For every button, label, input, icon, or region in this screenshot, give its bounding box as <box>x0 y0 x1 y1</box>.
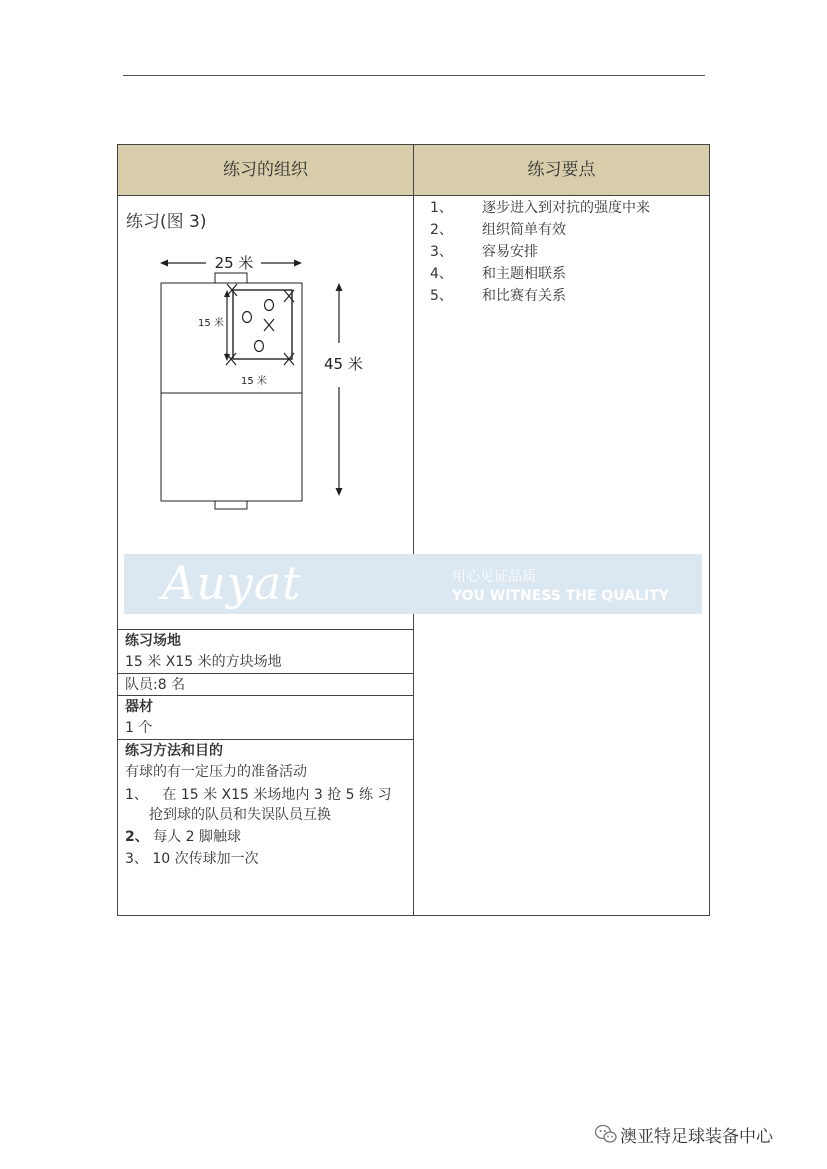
method-step <box>125 785 391 805</box>
method-step-continuation: 抢到球的队员和失误队员互换 <box>149 807 331 823</box>
top-rule <box>123 75 705 76</box>
point-text: 和主题相联系 <box>482 266 566 282</box>
point-text: 容易安排 <box>482 244 538 260</box>
side-label: 15 米 <box>198 318 224 329</box>
step-text: 每人 2 脚触球 <box>153 829 242 845</box>
point-text: 逐步进入到对抗的强度中来 <box>482 200 650 216</box>
bottom-label: 15 米 <box>241 376 267 387</box>
equipment-label: 器材 <box>125 699 153 715</box>
method-label: 练习方法和目的 <box>125 743 223 759</box>
side-arrow <box>224 290 230 361</box>
drill-table <box>117 144 710 916</box>
header-key-points: 练习要点 <box>527 160 596 180</box>
players-text: 队员:8 名 <box>125 677 186 693</box>
goal-bottom <box>215 501 247 509</box>
method-step <box>125 849 259 869</box>
o-mark-icon <box>255 341 264 352</box>
venue-label: 练习场地 <box>125 633 181 649</box>
watermark-banner <box>124 554 702 614</box>
point-number: 1、 <box>430 200 453 216</box>
column-divider <box>413 145 414 915</box>
step-number: 1、 <box>125 787 148 803</box>
point-number: 3、 <box>430 244 453 260</box>
wechat-icon <box>594 1123 618 1145</box>
step-text: 在 15 米 X15 米场地内 3 抢 5 练 习 <box>162 787 392 803</box>
goal-top <box>215 273 247 283</box>
header-organization: 练习的组织 <box>223 160 308 180</box>
equipment-value: 1 个 <box>125 720 153 736</box>
width-label: 25 米 <box>214 254 254 272</box>
height-label: 45 米 <box>324 355 363 373</box>
section-divider <box>118 695 413 696</box>
point-text: 和比赛有关系 <box>482 288 566 304</box>
watermark-slogan-cn: 用心见证品质 <box>452 569 536 585</box>
venue-value: 15 米 X15 米的方块场地 <box>125 654 282 670</box>
step-number: 3、 <box>125 851 148 867</box>
account-name: 澳亚特足球装备中心 <box>620 1127 773 1147</box>
method-step <box>125 827 241 847</box>
field-outline <box>161 283 302 501</box>
o-mark-icon <box>265 300 274 311</box>
x-mark-icon <box>264 319 274 331</box>
point-text: 组织简单有效 <box>482 222 566 238</box>
height-arrow <box>336 283 343 496</box>
watermark-logo: Auyat <box>162 556 302 610</box>
o-mark-icon <box>243 312 252 323</box>
point-number: 5、 <box>430 288 453 304</box>
watermark-slogan-en: YOU WITNESS THE QUALITY <box>452 588 669 604</box>
point-number: 4、 <box>430 266 453 282</box>
method-intro: 有球的有一定压力的准备活动 <box>125 764 307 780</box>
step-number: 2、 <box>125 829 149 845</box>
section-divider <box>118 673 413 674</box>
step-text: 10 次传球加一次 <box>152 851 259 867</box>
point-number: 2、 <box>430 222 453 238</box>
exercise-title: 练习(图 3) <box>126 212 207 232</box>
section-divider <box>118 629 413 630</box>
section-divider <box>118 739 413 740</box>
